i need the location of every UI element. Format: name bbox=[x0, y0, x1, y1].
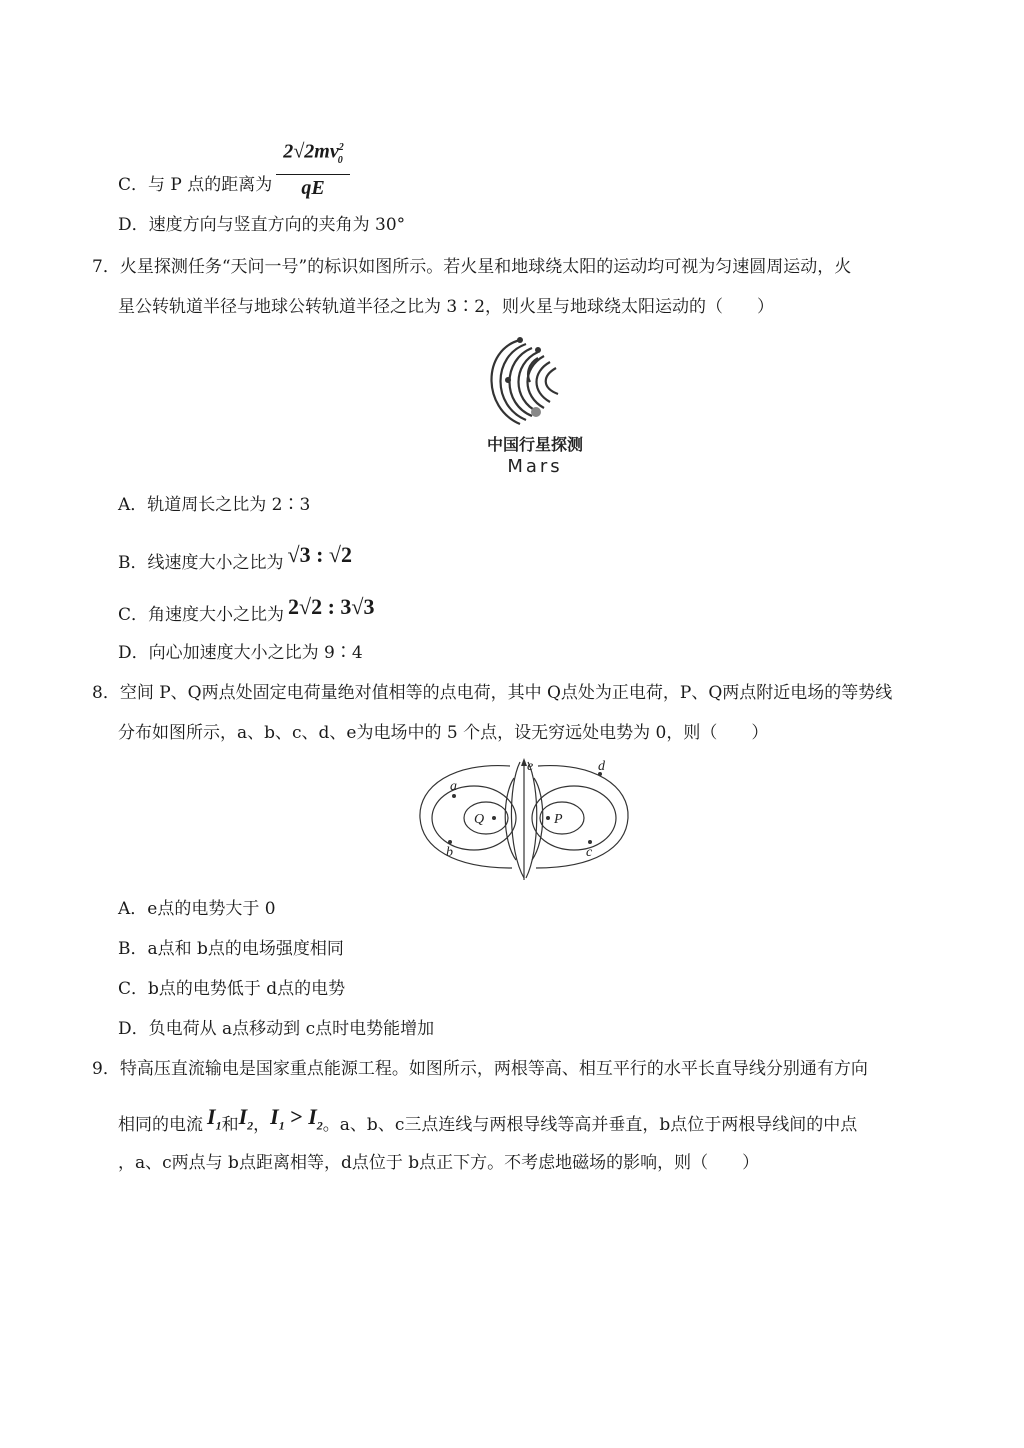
q8-stem-line1: 8．空间 P、Q两点处固定电荷量绝对值相等的点电荷，其中 Q点处为正电荷，P、Q两点附近电场的等势线 bbox=[92, 683, 893, 703]
q8-option-a: A．e点的电势大于 0 bbox=[118, 899, 276, 919]
label-a: a bbox=[450, 779, 457, 794]
q7-stem-line1: 7．火星探测任务“天问一号”的标识如图所示。若火星和地球绕太阳的运动均可视为匀速圆周运动，火 bbox=[92, 257, 852, 277]
distance-fraction bbox=[276, 136, 350, 201]
q7-option-a: A．轨道周长之比为 2∶3 bbox=[118, 495, 311, 515]
q7-option-b: B．线速度大小之比为 √3 : √2 bbox=[118, 542, 352, 573]
q7-stem-line2: 星公转轨道半径与地球公转轨道半径之比为 3∶2，则火星与地球绕太阳运动的（ ） bbox=[118, 297, 775, 317]
q9-stem-line3: ，a、c两点与 b点距离相等，d点位于 b点正下方。不考虑地磁场的影响，则（ ） bbox=[118, 1153, 760, 1173]
q8-stem-line2: 分布如图所示，a、b、c、d、e为电场中的 5 个点，设无穷远处电势为 0，则（ ） bbox=[118, 723, 769, 743]
label-P: P bbox=[554, 812, 563, 827]
q8-option-b: B．a点和 b点的电场强度相同 bbox=[118, 939, 344, 959]
q6-option-d: D．速度方向与竖直方向的夹角为 30° bbox=[118, 215, 406, 235]
q9-stem-line2: 相同的电流 $I_1$和$I_2$，$I_1 > I_2$。a、b、c三点连线与两根导线等高并垂直，b点位于两根导线间的中点 bbox=[118, 1104, 858, 1135]
fraction-denominator: qE bbox=[301, 176, 325, 199]
equipotential-diagram bbox=[414, 756, 634, 884]
label-e: e bbox=[527, 759, 534, 774]
q7-option-c: C．角速度大小之比为 2√2 : 3√3 bbox=[118, 594, 375, 625]
q6-option-c: C．与 P 点的距离为 bbox=[118, 175, 273, 195]
equipotential-lines-svg bbox=[414, 756, 634, 884]
q7-option-d: D．向心加速度大小之比为 9∶4 bbox=[118, 643, 363, 663]
q7-c-expression: 2√2 : 3√3 bbox=[288, 594, 375, 619]
fraction-numerator: $2√2mv^2_0$ bbox=[276, 136, 350, 175]
tianwen-logo-figure bbox=[468, 328, 598, 478]
logo-mars-text: Mars bbox=[507, 456, 563, 477]
label-d: d bbox=[598, 759, 605, 774]
q8-option-c: C．b点的电势低于 d点的电势 bbox=[118, 979, 346, 999]
q7-b-expression: √3 : √2 bbox=[287, 542, 352, 567]
label-Q: Q bbox=[474, 812, 485, 827]
q9-stem-line1: 9．特高压直流输电是国家重点能源工程。如图所示，两根等高、相互平行的水平长直导线分别通有方向 bbox=[92, 1059, 868, 1079]
label-b: b bbox=[446, 845, 453, 860]
q8-option-d: D．负电荷从 a点移动到 c点时电势能增加 bbox=[118, 1019, 435, 1039]
label-c: c bbox=[586, 845, 593, 860]
logo-chinese-text: 中国行星探测 bbox=[486, 435, 583, 454]
